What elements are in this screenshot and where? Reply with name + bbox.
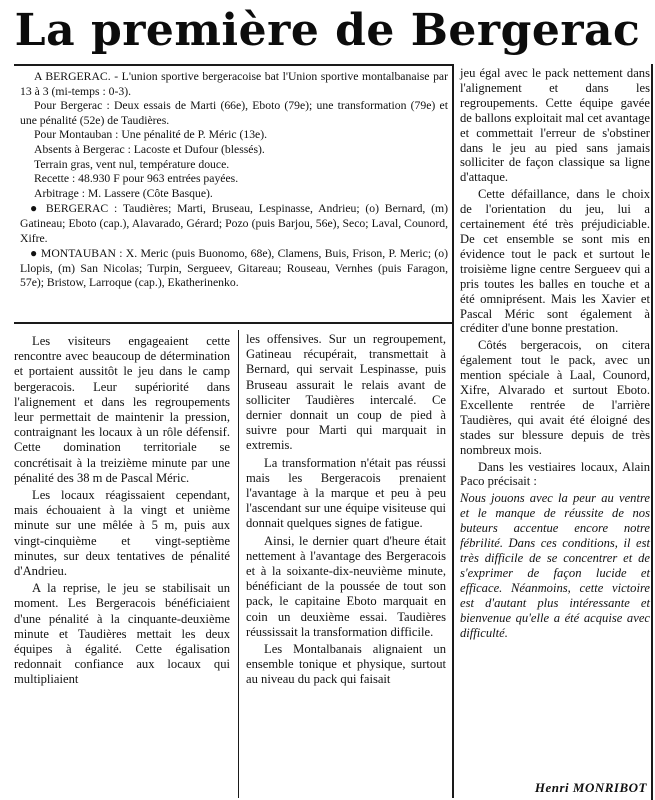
match-summary-box [20, 70, 448, 291]
summary-receipts: Recette : 48.930 F pour 963 entrées payées. [34, 172, 239, 186]
montauban-lineup-text: MONTAUBAN : X. Meric (puis Buonomo, 68e), Clamens, Buis, Frison, P. Meric; (o) Llopis, (m) San Nicolas; Turpin, Sergueev, Gitareau; Rouseau, Vernhes (puis Faragon, 57e); Bristow, Larroque (cap.), Ekatherinenko. [20, 247, 448, 290]
article-column-1 [14, 334, 230, 688]
col2-paragraph: Ainsi, le dernier quart d'heure était nettement à l'avantage des Bergeracois et à la soixante-dix-neuvième minute, bénéficiant de la poussée de tout son pack, le capitaine Eboto marquait en coin un deuxième essai. Taudières réussissait la transformation difficile. [246, 533, 446, 639]
col2-paragraph: les offensives. Sur un regroupement, Gatineau récupérait, transmettait à Bernard, qui servait Lespinasse, puis Bruseau assurait le relais avant de solliciter Taudières intercalé. Ce dernier donnait un coup de pied à suivre pour Marti qui marquait in extremis. [246, 332, 446, 453]
byline: Henri MONRIBOT [534, 780, 647, 795]
summary-box-bottom-rule [14, 322, 454, 324]
quote-text: Nous jouons avec la peur au ventre et le manque de réussite de nos buteurs accentue encore notre fébrilité. Dans ces conditions, il est très difficile de se concentrer et de s'exprimer de façon lucide et efficace. Néanmoins, cette victoire est d'autant plus intéressante et bienvenue qu'elle a été acquise avec difficulté. [460, 491, 650, 640]
summary-lead: A BERGERAC. - L'union sportive bergeracoise bat l'Union sportive montalbanaise par 13 à 3 (mi-temps : 0-3). [20, 70, 448, 98]
summary-montauban-scoring: Pour Montauban : Une pénalité de P. Méric (13e). [34, 128, 268, 142]
col2-paragraph: Les Montalbanais alignaient un ensemble tonique et physique, surtout au niveau du pack qui faisait [246, 642, 446, 687]
bullet-icon: ● [30, 246, 38, 261]
col3-paragraph: Dans les vestiaires locaux, Alain Paco précisait : [460, 459, 650, 489]
article-column-3 [460, 66, 650, 640]
col3-paragraph: jeu égal avec le pack nettement dans l'alignement et dans les regroupements. Cette équipe gavée de ballons exploitait mal cet avantage et commettait l'erreur de s'obstiner dans le jeu au pied sans jamais solliciter de façon classique sa ligne d'attaque. [460, 66, 650, 185]
col1-paragraph: Les visiteurs engageaient cette rencontre avec beaucoup de détermination et portaient aussitôt le jeu dans le camp bergeracois. Leur supériorité dans l'alignement et dans les regroupements leur permettait de maintenir la pression, contraignant les locaux à un rôle défensif. Cette domination territoriale se concrétisait à la treizième minute par une pénalité des 38 m de Pascal Méric. [14, 334, 230, 485]
summary-absent: Absents à Bergerac : Lacoste et Dufour (blessés). [34, 142, 265, 156]
col1-paragraph: Les locaux réagissaient cependant, mais échouaient à la vingt et unième minute sur une mêlée à 5 m, puis aux vingt-cinquième et vingt-septième minutes, sur deux tentatives de pénalité d'Andrieu. [14, 488, 230, 579]
summary-montauban-lineup [20, 246, 448, 291]
col3-paragraph: Cette défaillance, dans le choix de l'orientation du jeu, lui a certainement été très préjudiciable. De cet ensemble se sont mis en évidence tout le pack et surtout le troisième ligne centre Sergueev qui a pris toutes les balles en touche et a été omniprésent. Mais les Xavier et Pascal Méric sont également à créditer d'une bonne prestation. [460, 187, 650, 336]
coach-quote [460, 491, 650, 640]
column-rule-2 [452, 322, 454, 798]
col1-paragraph: A la reprise, le jeu se stabilisait un moment. Les Bergeracois bénéficiaient d'une pénalité à la cinquante-deuxième minute et Taudières mettait les deux équipes à égalité. Cette égalisation redonnait confiance aux locaux qui multipliaient [14, 581, 230, 687]
summary-referee: Arbitrage : M. Lassere (Côte Basque). [34, 186, 213, 200]
bullet-icon: ● [30, 201, 41, 216]
column-rule-1 [238, 330, 239, 798]
bergerac-lineup-text: BERGERAC : Taudières; Marti, Bruseau, Lespinasse, Andrieu; (o) Bernard, (m) Gatineau; Eboto (cap.), Alavarado, Gérard; Pozo (puis Barjou, 56e), Seco; Laval, Counord, Xifre. [20, 202, 449, 245]
summary-conditions: Terrain gras, vent nul, température douce. [34, 157, 230, 171]
summary-bergerac-lineup [20, 201, 448, 246]
page-right-edge-rule [651, 64, 653, 800]
summary-box-right-rule [452, 64, 454, 322]
summary-bergerac-scoring: Pour Bergerac : Deux essais de Marti (66e), Eboto (79e); une transformation (79e) et une pénalité (52e) de Taudières. [20, 99, 448, 127]
article-column-2 [246, 332, 446, 688]
col2-paragraph: La transformation n'était pas réussi mais les Bergeracois prenaient l'avantage à la marque et peu à peu l'ascendant sur une équipe visiteuse qui donnait quelques signes de fatigue. [246, 455, 446, 531]
col3-paragraph: Côtés bergeracois, on citera également tout le pack, avec un mention spéciale à Laal, Counord, Xifre, Alvarado et surtout Eboto. Excellente rentrée de l'arrière Taudières, qui avait été éloigné des stades sur blessure depuis de très nombreux mois. [460, 338, 650, 457]
summary-box-top-rule [14, 64, 454, 66]
headline: La première de Bergerac [14, 5, 641, 56]
